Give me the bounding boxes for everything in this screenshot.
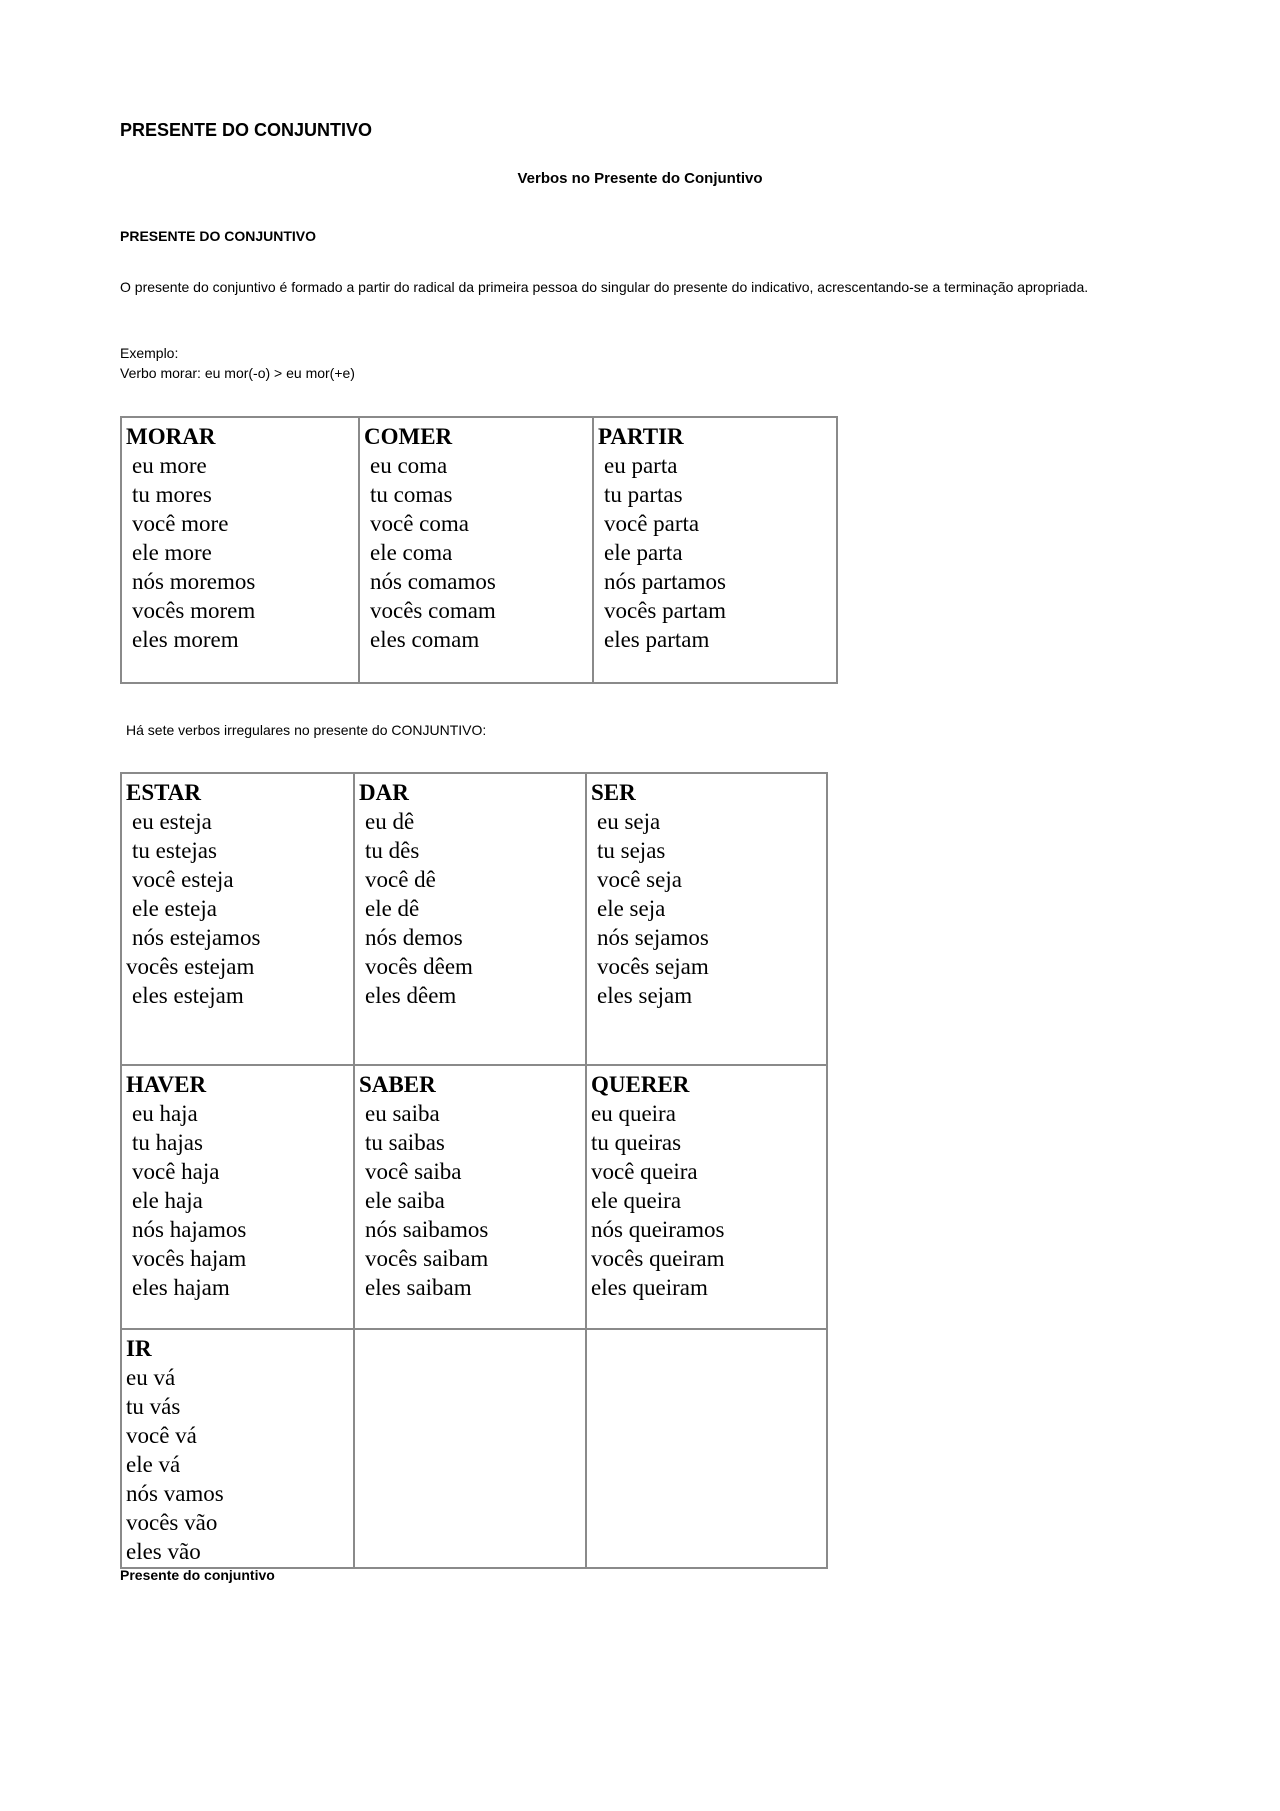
verb-form: nós moremos <box>132 569 256 594</box>
empty-cell <box>354 1329 586 1568</box>
verb-name: SABER <box>359 1072 436 1097</box>
verb-form: eles partam <box>604 627 710 652</box>
verb-form: ele coma <box>370 540 453 565</box>
verb-form: você coma <box>370 511 469 536</box>
verb-form: vocês queiram <box>591 1246 725 1271</box>
verb-form: eles estejam <box>132 983 244 1008</box>
verb-form: eu parta <box>604 453 678 478</box>
verb-name: QUERER <box>591 1072 690 1097</box>
verb-cell <box>121 1329 354 1568</box>
verb-form: eles comam <box>370 627 480 652</box>
irregular-verbs-table <box>120 772 828 1569</box>
verb-form: eu haja <box>132 1101 198 1126</box>
verb-form: ele saiba <box>365 1188 445 1213</box>
verb-form: eu esteja <box>132 809 212 834</box>
verb-cell <box>593 417 837 683</box>
verb-name: PARTIR <box>598 424 684 449</box>
verb-form: eles vão <box>126 1539 201 1564</box>
verb-form: ele vá <box>126 1452 181 1477</box>
verb-form: eu seja <box>597 809 661 834</box>
verb-form: você esteja <box>132 867 234 892</box>
verb-form: eu more <box>132 453 207 478</box>
verb-form: vocês morem <box>132 598 256 623</box>
page-title: PRESENTE DO CONJUNTIVO <box>120 120 373 140</box>
verb-name: SER <box>591 780 636 805</box>
verb-form: você queira <box>591 1159 698 1184</box>
verb-form: nós estejamos <box>132 925 261 950</box>
verb-form: ele seja <box>597 896 666 921</box>
verb-form: nós demos <box>365 925 463 950</box>
verb-form: vocês hajam <box>132 1246 247 1271</box>
verb-form: eles queiram <box>591 1275 708 1300</box>
verb-form: vocês dêem <box>365 954 473 979</box>
verb-name: MORAR <box>126 424 216 449</box>
verb-form: você dê <box>365 867 436 892</box>
verb-name: DAR <box>359 780 409 805</box>
table-caption: Presente do conjuntivo <box>120 1567 275 1583</box>
verb-form: tu saibas <box>365 1130 445 1155</box>
intro-paragraph: O presente do conjuntivo é formado a partir do radical da primeira pessoa do singular do presente do indicativo, acrescentando-se a terminação apropriada. <box>120 279 1089 295</box>
verb-name: IR <box>126 1336 152 1361</box>
verb-form: eu coma <box>370 453 448 478</box>
verb-form: nós saibamos <box>365 1217 489 1242</box>
verb-cell <box>121 1065 354 1329</box>
verb-form: tu queiras <box>591 1130 682 1155</box>
verb-form: você haja <box>132 1159 220 1184</box>
verb-form: nós partamos <box>604 569 727 594</box>
verb-form: eles hajam <box>132 1275 230 1300</box>
verb-form: nós vamos <box>126 1481 224 1506</box>
verb-form: tu sejas <box>597 838 666 863</box>
verb-cell <box>586 773 827 1065</box>
verb-form: ele haja <box>132 1188 203 1213</box>
verb-cell <box>354 1065 586 1329</box>
verb-form: eles saibam <box>365 1275 472 1300</box>
verb-form: você saiba <box>365 1159 462 1184</box>
verb-form: nós comamos <box>370 569 496 594</box>
verb-form: vocês partam <box>604 598 726 623</box>
section-title: PRESENTE DO CONJUNTIVO <box>120 228 317 244</box>
verb-form: vocês sejam <box>597 954 709 979</box>
verb-form: tu vás <box>126 1394 181 1419</box>
verb-cell <box>121 773 354 1065</box>
verb-cell <box>354 773 586 1065</box>
verb-form: vocês vão <box>126 1510 218 1535</box>
verb-name: COMER <box>364 424 453 449</box>
verb-form: vocês comam <box>370 598 496 623</box>
verb-form: você seja <box>597 867 682 892</box>
verb-name: ESTAR <box>126 780 201 805</box>
verb-form: ele dê <box>365 896 420 921</box>
example-text: Verbo morar: eu mor(-o) > eu mor(+e) <box>120 365 355 381</box>
verb-form: você more <box>132 511 229 536</box>
verb-form: tu dês <box>365 838 420 863</box>
verb-form: nós sejamos <box>597 925 709 950</box>
regular-verbs-table <box>120 416 838 684</box>
verb-form: vocês estejam <box>126 954 255 979</box>
verb-form: você parta <box>604 511 700 536</box>
verb-form: eles dêem <box>365 983 457 1008</box>
verb-form: ele more <box>132 540 212 565</box>
verb-form: tu hajas <box>132 1130 203 1155</box>
verb-form: nós queiramos <box>591 1217 725 1242</box>
verb-form: ele parta <box>604 540 683 565</box>
empty-cell <box>586 1329 827 1568</box>
verb-form: eles morem <box>132 627 239 652</box>
verb-form: você vá <box>126 1423 197 1448</box>
verb-form: eu dê <box>365 809 415 834</box>
example-label: Exemplo: <box>120 345 179 361</box>
verb-form: vocês saibam <box>365 1246 489 1271</box>
verb-form: eu saiba <box>365 1101 440 1126</box>
verb-form: tu mores <box>132 482 212 507</box>
verb-cell <box>359 417 593 683</box>
verb-form: eu vá <box>126 1365 176 1390</box>
verb-form: nós hajamos <box>132 1217 247 1242</box>
verb-cell <box>121 417 359 683</box>
verb-form: ele esteja <box>132 896 217 921</box>
page-subtitle: Verbos no Presente do Conjuntivo <box>517 170 763 187</box>
irregular-note: Há sete verbos irregulares no presente do CONJUNTIVO: <box>126 722 487 738</box>
verb-name: HAVER <box>126 1072 207 1097</box>
verb-form: ele queira <box>591 1188 682 1213</box>
verb-form: eles sejam <box>597 983 693 1008</box>
verb-form: tu estejas <box>132 838 217 863</box>
verb-form: tu comas <box>370 482 453 507</box>
verb-form: eu queira <box>591 1101 676 1126</box>
verb-cell <box>586 1065 827 1329</box>
verb-form: tu partas <box>604 482 683 507</box>
